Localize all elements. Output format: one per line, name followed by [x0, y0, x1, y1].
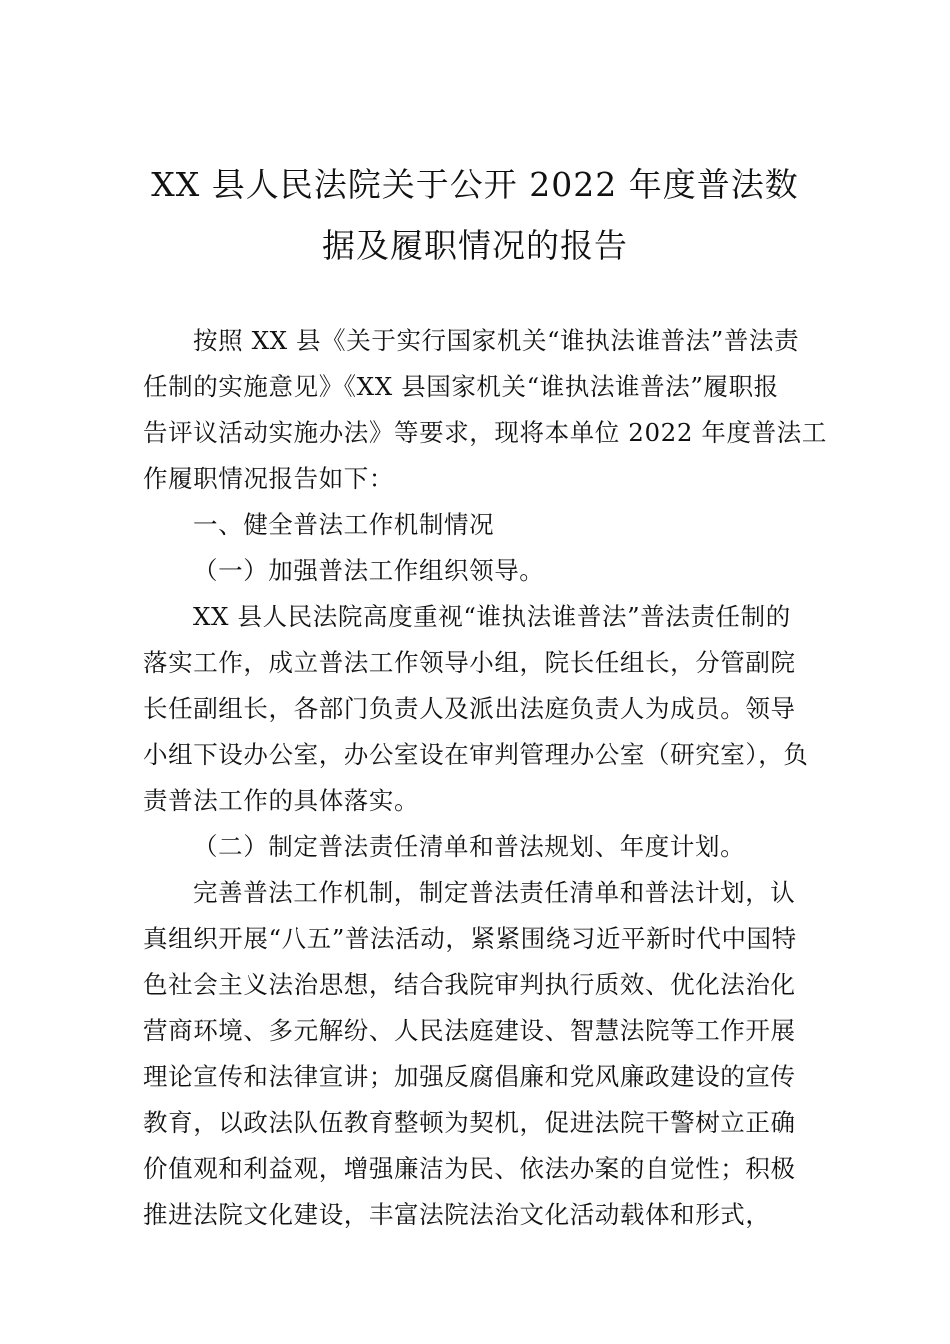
paragraph-line: 理论宣传和法律宣讲；加强反腐倡廉和党风廉政建设的宣传 — [143, 1062, 796, 1091]
paragraph-line: 真组织开展“八五”普法活动，紧紧围绕习近平新时代中国特 — [143, 924, 797, 953]
paragraph-line: 任制的实施意见》《XX 县国家机关“谁执法谁普法”履职报 — [143, 372, 779, 401]
paragraph-line: 告评议活动实施办法》等要求，现将本单位 2022 年度普法工 — [143, 418, 827, 447]
subsection-heading: （二）制定普法责任清单和普法规划、年度计划。 — [193, 832, 746, 861]
paragraph-line: 长任副组长，各部门负责人及派出法庭负责人为成员。领导 — [143, 694, 796, 723]
paragraph-line: 责普法工作的具体落实。 — [143, 786, 420, 815]
document-title-line-1: XX 县人民法院关于公开 2022 年度普法数 — [151, 165, 799, 204]
section-heading: 一、健全普法工作机制情况 — [193, 510, 495, 539]
paragraph-line: 完善普法工作机制，制定普法责任清单和普法计划，认 — [193, 878, 796, 907]
paragraph-line: XX 县人民法院高度重视“谁执法谁普法”普法责任制的 — [193, 602, 791, 631]
subsection-heading: （一）加强普法工作组织领导。 — [193, 556, 545, 585]
paragraph-line: 价值观和利益观，增强廉洁为民、依法办案的自觉性；积极 — [143, 1154, 796, 1183]
paragraph-line: 推进法院文化建设，丰富法院法治文化活动载体和形式， — [143, 1200, 771, 1229]
paragraph-line: 作履职情况报告如下： — [143, 464, 394, 493]
paragraph-line: 落实工作，成立普法工作领导小组，院长任组长，分管副院 — [143, 648, 796, 677]
document-title-line-2: 据及履职情况的报告 — [322, 226, 628, 265]
paragraph-line: 色社会主义法治思想，结合我院审判执行质效、优化法治化 — [143, 970, 796, 999]
paragraph-line: 营商环境、多元解纷、人民法庭建设、智慧法院等工作开展 — [143, 1016, 796, 1045]
paragraph-line: 按照 XX 县《关于实行国家机关“谁执法谁普法”普法责 — [193, 326, 800, 355]
paragraph-line: 教育，以政法队伍教育整顿为契机，促进法院干警树立正确 — [143, 1108, 796, 1137]
paragraph-line: 小组下设办公室，办公室设在审判管理办公室（研究室），负 — [143, 740, 809, 769]
